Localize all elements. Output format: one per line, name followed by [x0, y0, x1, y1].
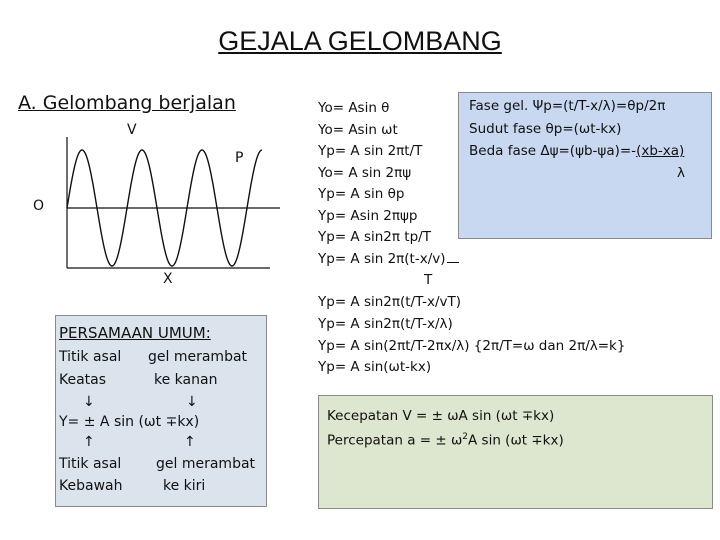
phase-diff-part-a: Beda fase Δψ=(ψb-ψa)=-: [469, 143, 637, 159]
derivation-line: Yp= A sin θp: [318, 186, 405, 202]
velocity-formula: [327, 406, 554, 428]
velocity-part-b: kx): [533, 408, 555, 424]
leftward-label: ke kiri: [163, 478, 206, 494]
derivation-line: Yp= A sin2π(t/T-x/vT): [318, 294, 462, 310]
derivation-line: Yp= A sin 2πt/T: [318, 143, 423, 159]
velocity-acceleration-box: [318, 395, 713, 509]
downward-label: Kebawah: [59, 478, 123, 494]
arrow-down-right: ↓: [186, 394, 198, 410]
rightward-label: ke kanan: [154, 372, 218, 388]
origin-down-label: Titik asal: [59, 456, 122, 472]
distance-x-label: X: [163, 271, 173, 287]
arrow-down-left: ↓: [83, 394, 95, 410]
formula-part-b: kx): [177, 414, 200, 430]
phase-line-1: Fase gel. Ψp=(t/T-x/λ)=θp/2π: [469, 98, 666, 114]
derivation-line: Yp= A sin(2πt/T-2πx/λ) {2π/T=ω dan 2π/λ=k}: [318, 338, 626, 354]
derivation-line: Yp= A sin 2π(t-x/v): [318, 251, 446, 267]
derivation-line: Yo= A sin 2πψ: [318, 165, 412, 181]
phase-box: [458, 92, 712, 239]
wave-right-label: gel merambat: [148, 349, 248, 365]
minus-plus-sign: ∓: [165, 414, 178, 430]
phase-line-3: [469, 141, 684, 163]
point-p-label: P: [235, 150, 244, 166]
minus-plus-sign: ∓: [521, 408, 534, 424]
wave-diagram-svg: [0, 0, 300, 300]
acceleration-exponent: 2: [462, 432, 469, 442]
origin-up-label: Titik asal: [59, 349, 122, 365]
derivation-line: Yo= Asin ωt: [318, 122, 398, 138]
general-equation-formula: [59, 414, 199, 430]
fraction-bar: [447, 262, 459, 263]
general-equation-box: [55, 315, 267, 507]
acceleration-part-b: A sin (ωt: [468, 432, 532, 449]
phase-line-2: Sudut fase θp=(ωt-kx): [469, 121, 622, 137]
arrow-up-right: ↑: [184, 434, 196, 450]
acceleration-part-a: Percepatan a = ± ω: [327, 432, 463, 449]
acceleration-part-c: kx): [542, 432, 564, 449]
origin-label: O: [33, 198, 45, 214]
derivation-line: Yp= A sin2π tp/T: [318, 229, 431, 245]
formula-part-a: Y= ± A sin (ωt: [59, 414, 166, 430]
acceleration-formula: [327, 427, 564, 452]
derivation-line: Yp= Asin 2πψp: [318, 208, 418, 224]
wave-left-label: gel merambat: [156, 456, 256, 472]
velocity-part-a: Kecepatan V = ± ωA sin (ωt: [327, 408, 522, 424]
arrow-up-left: ↑: [83, 434, 95, 450]
phase-diff-part-b: (xb-xa): [636, 143, 685, 159]
derivation-period-t: T: [424, 272, 433, 288]
derivation-line: Yp= A sin(ωt-kx): [318, 359, 432, 375]
general-equation-heading: PERSAMAAN UMUM:: [59, 324, 211, 342]
page-title: GEJALA GELOMBANG: [218, 26, 502, 56]
derivation-line: Yo= Asin θ: [318, 100, 390, 116]
phase-lambda: λ: [677, 165, 685, 181]
derivation-line: Yp= A sin2π(t/T-x/λ): [318, 316, 453, 332]
minus-plus-sign: ∓: [531, 432, 543, 449]
section-heading: A. Gelombang berjalan: [18, 92, 236, 114]
upward-label: Keatas: [59, 372, 107, 388]
velocity-label: V: [127, 122, 137, 138]
